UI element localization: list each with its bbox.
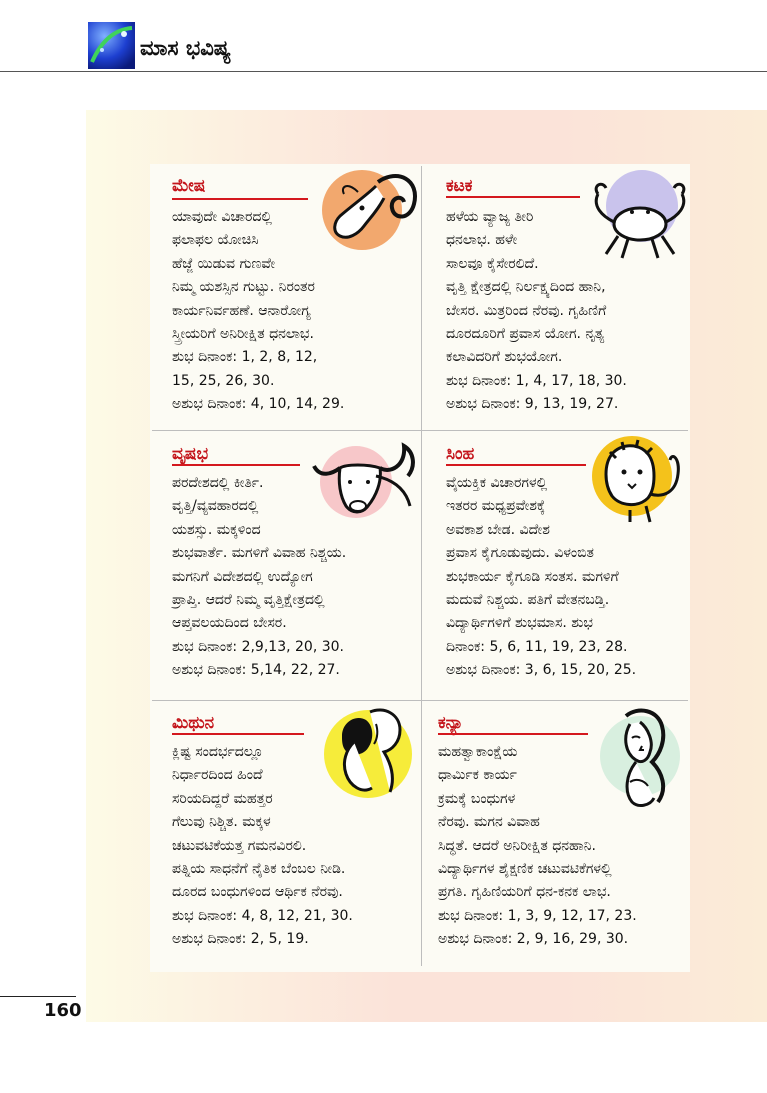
sign-name: ಮೇಷ — [172, 176, 206, 196]
row-divider — [152, 700, 688, 701]
page-header — [0, 0, 767, 72]
sign-underline — [438, 733, 588, 735]
sign-text: ಹಳೆಯ ವ್ಯಾಜ್ಯ ತೀರಿ ಧನಲಾಭ. ಹಳೇ ಸಾಲವೂ ಕೈಸೇರಲಿದೆ. ವೃತ್ತಿ ಕ್ಷೇತ್ರದಲ್ಲಿ ನಿರ್ಲಕ್ಷ್ಯದಿಂದ ಹಾನಿ, ಬೇಸರ. ಮಿತ್ರರಿಂದ ನೆರವು. ಗೃಹಿಣಿಗೆ ದೂರದೂರಿಗೆ ಪ್ರವಾಸ ಯೋಗ. ನೃತ್ಯ ಕಲಾವಿದರಿಗೆ ಶುಭಯೋಗ. ಶುಭ ದಿನಾಂಕ: 1, 4, 17, 18, 30. ಅಶುಭ ದಿನಾಂಕ: 9, 13, 19, 27. — [446, 209, 627, 413]
sign-underline — [172, 198, 308, 200]
sign-underline — [446, 464, 586, 466]
sign-name: ಸಿಂಹ — [446, 444, 475, 464]
sign-text: ಯಾವುದೇ ವಿಚಾರದಲ್ಲಿ ಫಲಾಫಲ ಯೋಚಿಸಿ ಹೆಜ್ಜೆ ಯಿಡುವ ಗುಣವೇ ನಿಮ್ಮ ಯಶಸ್ಸಿನ ಗುಟ್ಟು. ನಿರಂತರ ಕಾರ್ಯನಿರ್ವಹಣೆ. ಆನಾರೋಗ್ಯ ಸ್ತ್ರೀಯರಿಗೆ ಅನಿರೀಕ್ಷಿತ ಧನಲಾಭ. ಶುಭ ದಿನಾಂಕ: 1, 2, 8, 12, 15, 25, 26, 30. ಅಶುಭ ದಿನಾಂಕ: 4, 10, 14, 29. — [172, 209, 345, 413]
sign-text: ಕ್ಲಿಷ್ಟ ಸಂದರ್ಭದಲ್ಲೂ ನಿರ್ಧಾರದಿಂದ ಹಿಂದೆ ಸರಿಯದಿದ್ದರೆ ಮಹತ್ತರ ಗೆಲುವು ನಿಶ್ಚಿತ. ಮಕ್ಕಳ ಚಟುವಟಿಕೆಯತ್ತ ಗಮನವಿರಲಿ. ಪತ್ನಿಯ ಸಾಧನೆಗೆ ನೈತಿಕ ಬೆಂಬಲ ನೀಡಿ. ದೂರದ ಬಂಧುಗಳಿಂದ ಆರ್ಥಿಕ ನೆರವು. ಶುಭ ದಿನಾಂಕ: 4, 8, 12, 21, 30. ಅಶುಭ ದಿನಾಂಕ: 2, 5, 19. — [172, 744, 353, 948]
section-title: ಮಾಸ ಭವಿಷ್ಯ — [140, 36, 231, 60]
planet-logo-icon — [88, 22, 135, 69]
page-number: 160 — [44, 1000, 82, 1021]
sign-name: ಮಿಥುನ — [172, 713, 215, 733]
sign-underline — [446, 196, 580, 198]
sign-name: ವೃಷಭ — [172, 444, 209, 464]
row-divider — [152, 430, 688, 431]
sign-name: ಕಟಕ — [446, 176, 473, 196]
sign-text: ಪರದೇಶದಲ್ಲಿ ಕೀರ್ತಿ. ವೃತ್ತಿ/ವ್ಯವಹಾರದಲ್ಲಿ ಯಶಸ್ಸು. ಮಕ್ಕಳಿಂದ ಶುಭವಾರ್ತೆ. ಮಗಳಿಗೆ ವಿವಾಹ ನಿಶ್ಚಯ. ಮಗನಿಗೆ ವಿದೇಶದಲ್ಲಿ ಉದ್ಯೋಗ ಪ್ರಾಪ್ತಿ. ಆದರೆ ನಿಮ್ಮ ವೃತ್ತಿಕ್ಷೇತ್ರದಲ್ಲಿ ಆಪ್ತವಲಯದಿಂದ ಬೇಸರ. ಶುಭ ದಿನಾಂಕ: 2,9,13, 20, 30. ಅಶುಭ ದಿನಾಂಕ: 5,14, 22, 27. — [172, 475, 347, 679]
sign-underline — [172, 464, 300, 466]
column-divider — [421, 166, 422, 966]
header-rule — [0, 71, 767, 72]
sign-name: ಕನ್ಯಾ — [438, 713, 464, 733]
footer-rule — [0, 996, 76, 997]
sign-underline — [172, 733, 304, 735]
sign-text: ಮಹತ್ವಾಕಾಂಕ್ಷೆಯ ಧಾರ್ಮಿಕ ಕಾರ್ಯ ಕ್ರಮಕ್ಕೆ ಬಂಧುಗಳ ನೆರವು. ಮಗನ ವಿವಾಹ ಸಿದ್ಧತೆ. ಆದರೆ ಅನಿರೀಕ್ಷಿತ ಧನಹಾನಿ. ವಿದ್ಯಾರ್ಥಿಗಳ ಶೈಕ್ಷಣಿಕ ಚಟುವಟಿಕೆಗಳಲ್ಲಿ ಪ್ರಗತಿ. ಗೃಹಿಣಿಯರಿಗೆ ಧನ-ಕನಕ ಲಾಭ. ಶುಭ ದಿನಾಂಕ: 1, 3, 9, 12, 17, 23. ಅಶುಭ ದಿನಾಂಕ: 2, 9, 16, 29, 30. — [438, 744, 637, 948]
sign-text: ವೈಯಕ್ತಿಕ ವಿಚಾರಗಳಲ್ಲಿ ಇತರರ ಮಧ್ಯಪ್ರವೇಶಕ್ಕೆ ಅವಕಾಶ ಬೇಡ. ವಿದೇಶ ಪ್ರವಾಸ ಕೈಗೂಡುವುದು. ವಿಳಂಬಿತ ಶುಭಕಾರ್ಯ ಕೈಗೂಡಿ ಸಂತಸ. ಮಗಳಿಗೆ ಮದುವೆ ನಿಶ್ಚಯ. ಪತಿಗೆ ವೇತನಬಡ್ತಿ. ವಿದ್ಯಾರ್ಥಿಗಳಿಗೆ ಶುಭಮಾಸ. ಶುಭ ದಿನಾಂಕ: 5, 6, 11, 19, 23, 28. ಅಶುಭ ದಿನಾಂಕ: 3, 6, 15, 20, 25. — [446, 475, 637, 679]
